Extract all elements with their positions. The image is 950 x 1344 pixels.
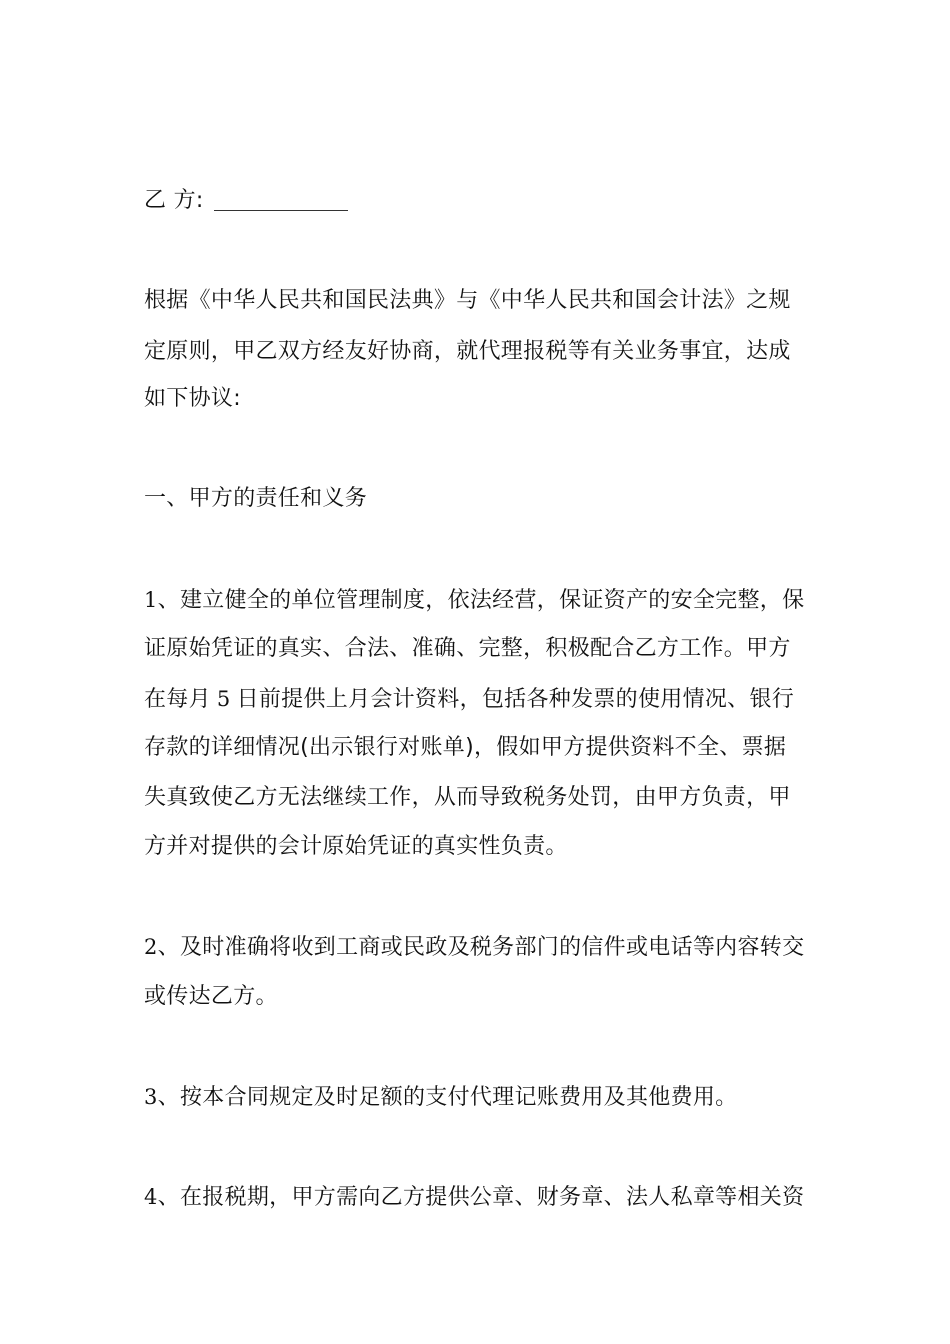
item-2-line-2: 或传达乙方。	[144, 984, 278, 1009]
intro-line-3: 如下协议:	[144, 386, 241, 411]
item-1-line-6: 方并对提供的会计原始凭证的真实性负责。	[144, 834, 568, 859]
item-1-line-5: 失真致使乙方无法继续工作，从而导致税务处罚，由甲方负责，甲	[144, 785, 791, 810]
item-2-line-1	[144, 932, 824, 963]
party-b-blank-field	[214, 188, 348, 211]
item-1-line-2: 证原始凭证的真实、合法、准确、完整，积极配合乙方工作。甲方	[144, 636, 791, 661]
item-1-line-3-post: 日前提供上月会计资料，包括各种发票的使用情况、银行	[236, 687, 795, 712]
item-4-number: 4	[144, 1185, 158, 1209]
item-1-line-1-text: 、建立健全的单位管理制度，依法经营，保证资产的安全完整，保	[157, 588, 805, 613]
intro-line-2: 定原则，甲乙双方经友好协商，就代理报税等有关业务事宜，达成	[144, 339, 791, 364]
section-1-heading: 一、甲方的责任和义务	[144, 486, 368, 511]
item-1-line-1	[144, 585, 824, 616]
item-4-line-1	[144, 1182, 824, 1213]
item-1-line-3	[144, 684, 824, 715]
item-2-line-1-text: 、及时准确将收到工商或民政及税务部门的信件或电话等内容转交	[157, 935, 805, 960]
item-1-line-3-pre: 在每月	[144, 687, 211, 712]
item-3-line-1-text: 、按本合同规定及时足额的支付代理记账费用及其他费用。	[157, 1085, 738, 1110]
item-1-line-4: 存款的详细情况(出示银行对账单)，假如甲方提供资料不全、票据	[144, 735, 787, 760]
item-3-number: 3	[144, 1085, 158, 1109]
item-1-day-number: 5	[216, 687, 231, 711]
party-b-label: 乙 方:	[144, 188, 204, 213]
item-2-number: 2	[144, 935, 158, 959]
item-4-line-1-text: 、在报税期，甲方需向乙方提供公章、财务章、法人私章等相关资	[157, 1185, 805, 1210]
party-b-line	[144, 186, 824, 216]
intro-line-1: 根据《中华人民共和国民法典》与《中华人民共和国会计法》之规	[144, 288, 791, 313]
item-1-number: 1	[144, 588, 158, 612]
item-3-line-1	[144, 1082, 824, 1113]
